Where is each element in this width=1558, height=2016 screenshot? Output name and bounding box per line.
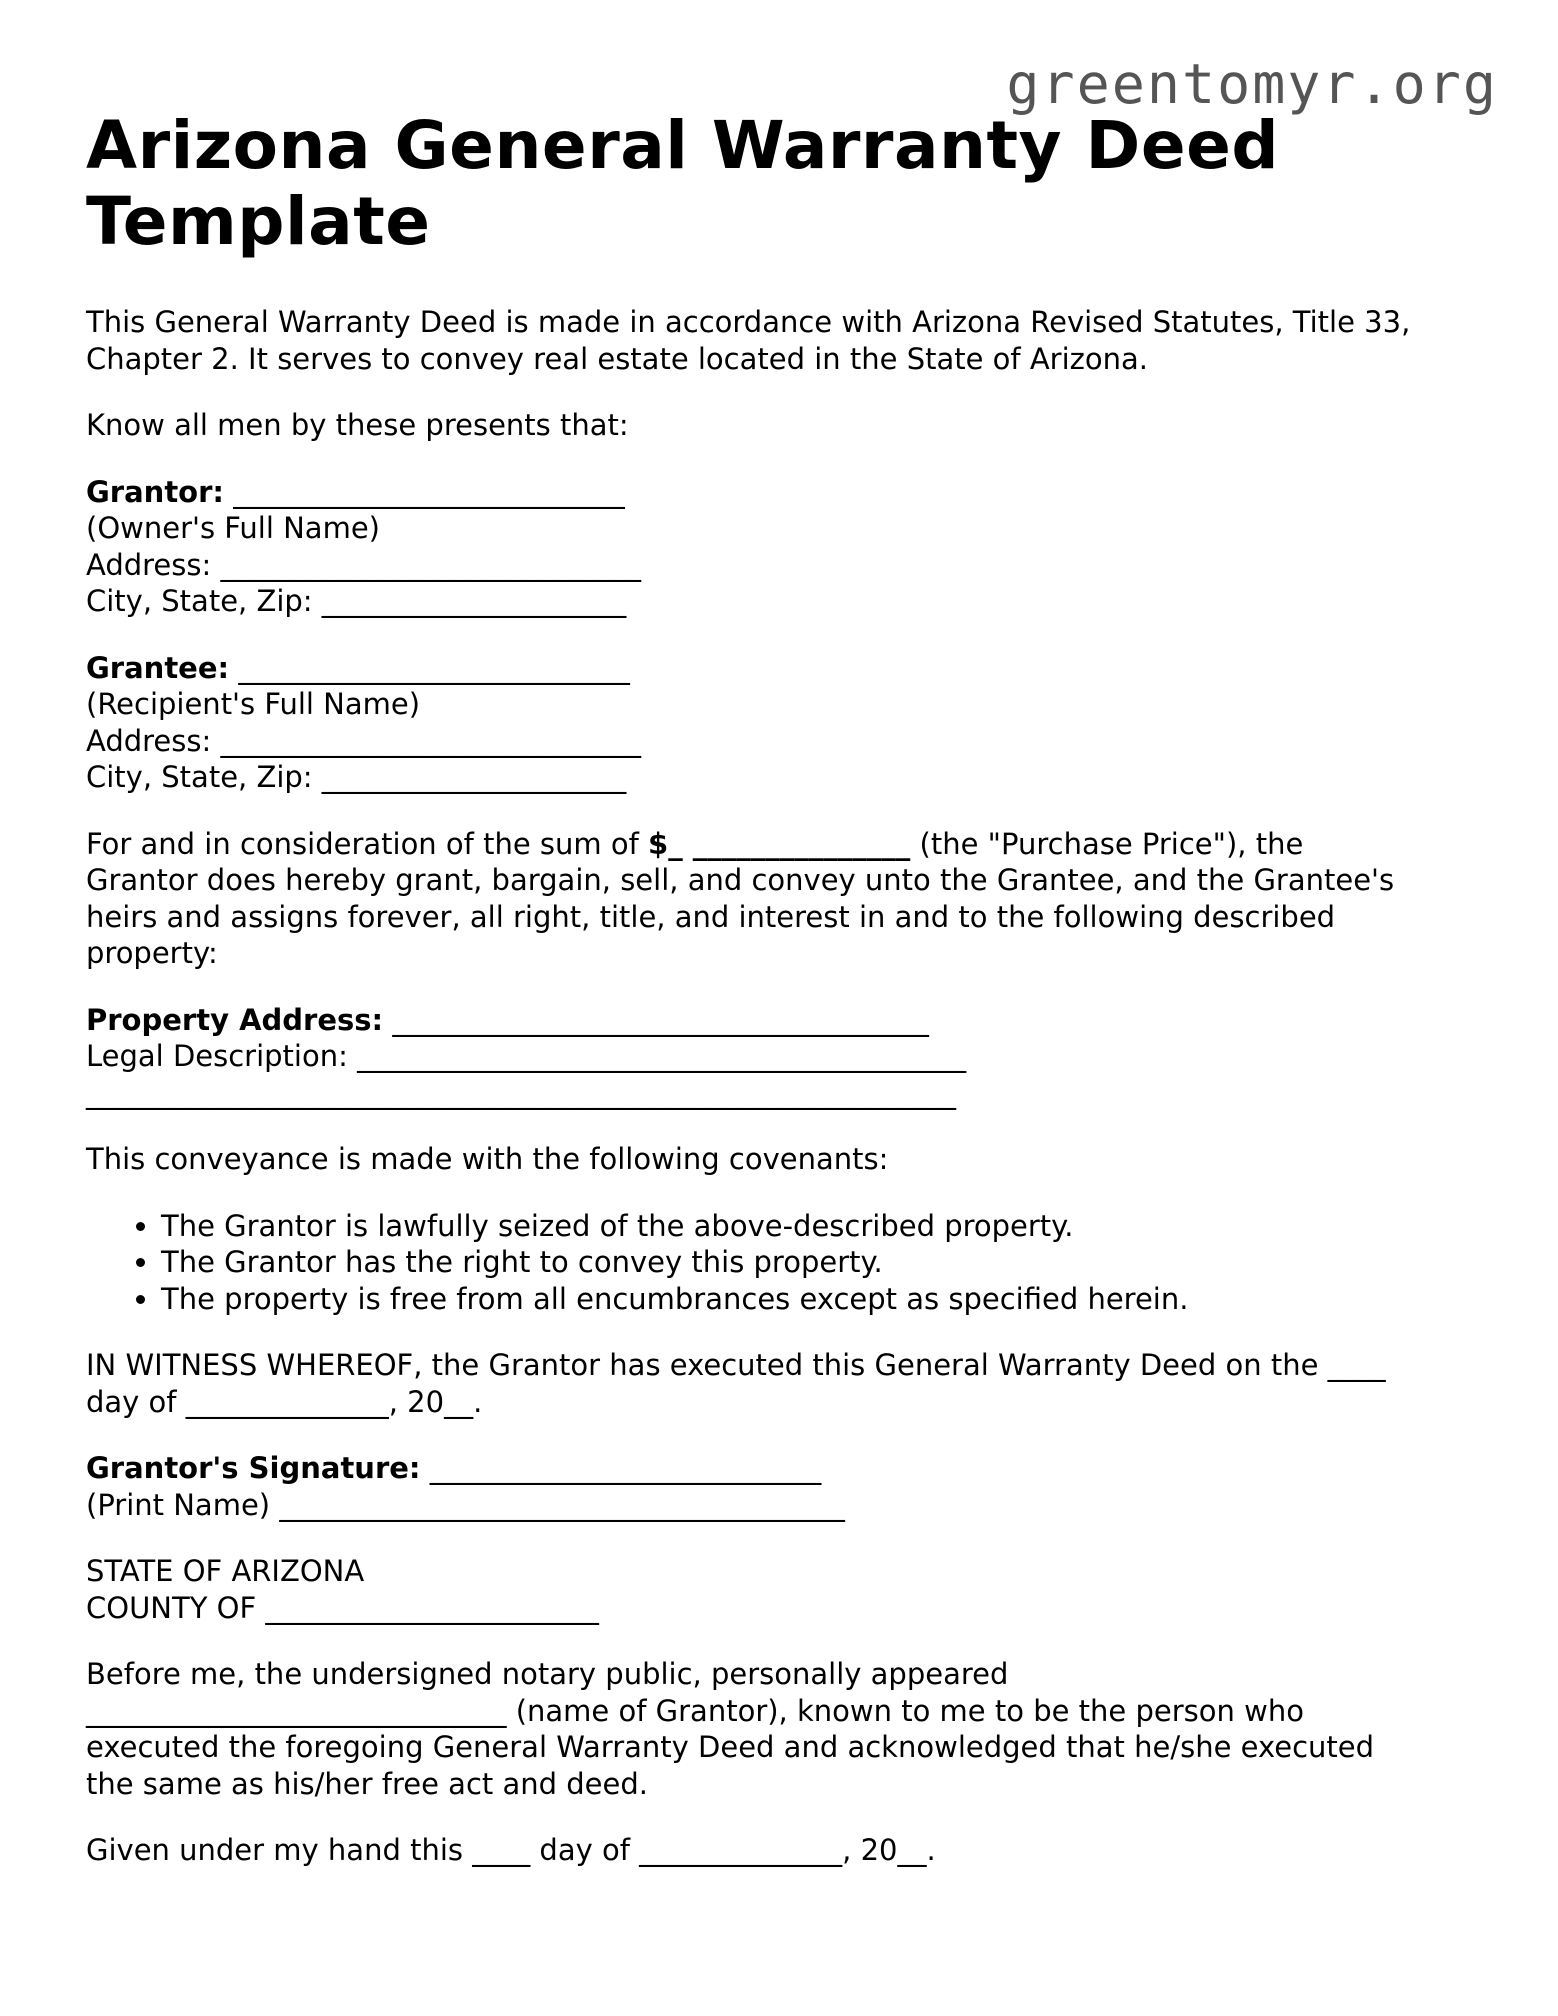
property-address-line	[86, 1002, 1486, 1039]
grantee-name-blank: ___________________________	[229, 650, 630, 685]
venue-section	[86, 1553, 1486, 1626]
title-line-2: Template	[86, 183, 431, 260]
witness-paragraph	[86, 1347, 1486, 1420]
covenant-item: • The Grantor is lawfully seized of the above-described property.	[161, 1208, 1486, 1245]
property-section	[86, 1002, 1486, 1112]
notary-paragraph	[86, 1656, 1486, 1802]
consideration-post: (the "Purchase Price"), the	[910, 826, 1304, 861]
property-address-blank: _____________________________________	[383, 1002, 929, 1037]
covenants-intro-text: This conveyance is made with the following covenants:	[86, 1142, 889, 1176]
grantor-address-field: Address: _____________________________	[86, 547, 641, 582]
watermark: greentomyr.org	[1006, 52, 1498, 116]
grantor-full-name-hint: (Owner's Full Name)	[86, 511, 380, 545]
intro-line-2: Chapter 2. It serves to convey real estate located in the State of Arizona.	[86, 341, 1148, 376]
consideration-line-3: heirs and assigns forever, all right, title, and interest in and to the following described	[86, 899, 1336, 934]
signature-blank: ___________________________	[420, 1451, 822, 1485]
consideration-line-1	[86, 826, 1486, 863]
property-address-label: Property Address:	[86, 1002, 384, 1037]
signature-line	[86, 1450, 1486, 1487]
legal-description-continuation: ____________________________________________________________	[86, 1075, 956, 1110]
covenants-list	[86, 1208, 1486, 1318]
grantee-line	[86, 650, 1486, 687]
grantor-label: Grantor:	[86, 474, 225, 509]
notary-line-3: executed the foregoing General Warranty Deed and acknowledged that he/she executed	[86, 1730, 1375, 1764]
state-text: STATE OF ARIZONA	[86, 1554, 365, 1588]
covenants-intro	[86, 1141, 1486, 1178]
consideration-paragraph	[86, 826, 1486, 972]
grantor-line	[86, 474, 1486, 511]
given-paragraph	[86, 1832, 1486, 1869]
consideration-pre: For and in consideration of the sum of	[86, 826, 649, 861]
given-text: Given under my hand this ____ day of ______________, 20__.	[86, 1833, 936, 1867]
intro-line-1: This General Warranty Deed is made in accordance with Arizona Revised Statutes, Title 33,	[86, 305, 1411, 339]
witness-line-1: IN WITNESS WHEREOF, the Grantor has executed this General Warranty Deed on the ____	[86, 1348, 1386, 1382]
document-body	[86, 108, 1486, 1899]
grantor-name-blank: ___________________________	[224, 474, 625, 509]
notary-line-1: Before me, the undersigned notary public, personally appeared	[86, 1657, 1009, 1691]
consideration-line-2: Grantor does hereby grant, bargain, sell, and convey unto the Grantee, and the Grantee's	[86, 863, 1395, 897]
signature-section	[86, 1450, 1486, 1523]
intro-paragraph	[86, 304, 1486, 377]
know-all-text: Know all men by these presents that:	[86, 408, 629, 442]
know-all-paragraph	[86, 407, 1486, 444]
signature-label: Grantor's Signature:	[86, 1451, 421, 1485]
title-line-1: Arizona General Warranty Deed	[86, 107, 1280, 184]
notary-line-4: the same as his/her free act and deed.	[86, 1766, 648, 1801]
grantee-full-name-hint: (Recipient's Full Name)	[86, 687, 421, 721]
grantee-city-field: City, State, Zip: _____________________	[86, 760, 627, 794]
purchase-price-blank: $_ _______________	[648, 826, 911, 861]
legal-description-field: Legal Description: __________________________________________	[86, 1039, 967, 1073]
consideration-line-4: property:	[86, 936, 218, 970]
grantor-city-field: City, State, Zip: _____________________	[86, 584, 627, 618]
covenant-item: • The Grantor has the right to convey this property.	[161, 1244, 1486, 1281]
witness-line-2: day of ______________, 20__.	[86, 1384, 483, 1419]
county-field: COUNTY OF _______________________	[86, 1590, 599, 1625]
notary-line-2: _____________________________ (name of Grantor), known to me to be the person who	[86, 1693, 1304, 1728]
covenant-item: • The property is free from all encumbrances except as specified herein.	[161, 1281, 1486, 1318]
grantee-address-field: Address: _____________________________	[86, 723, 641, 758]
grantee-section	[86, 650, 1486, 796]
document-title	[86, 108, 1486, 260]
grantee-label: Grantee:	[86, 650, 230, 685]
grantor-section	[86, 474, 1486, 620]
print-name-field: (Print Name) _______________________________________	[86, 1487, 845, 1522]
